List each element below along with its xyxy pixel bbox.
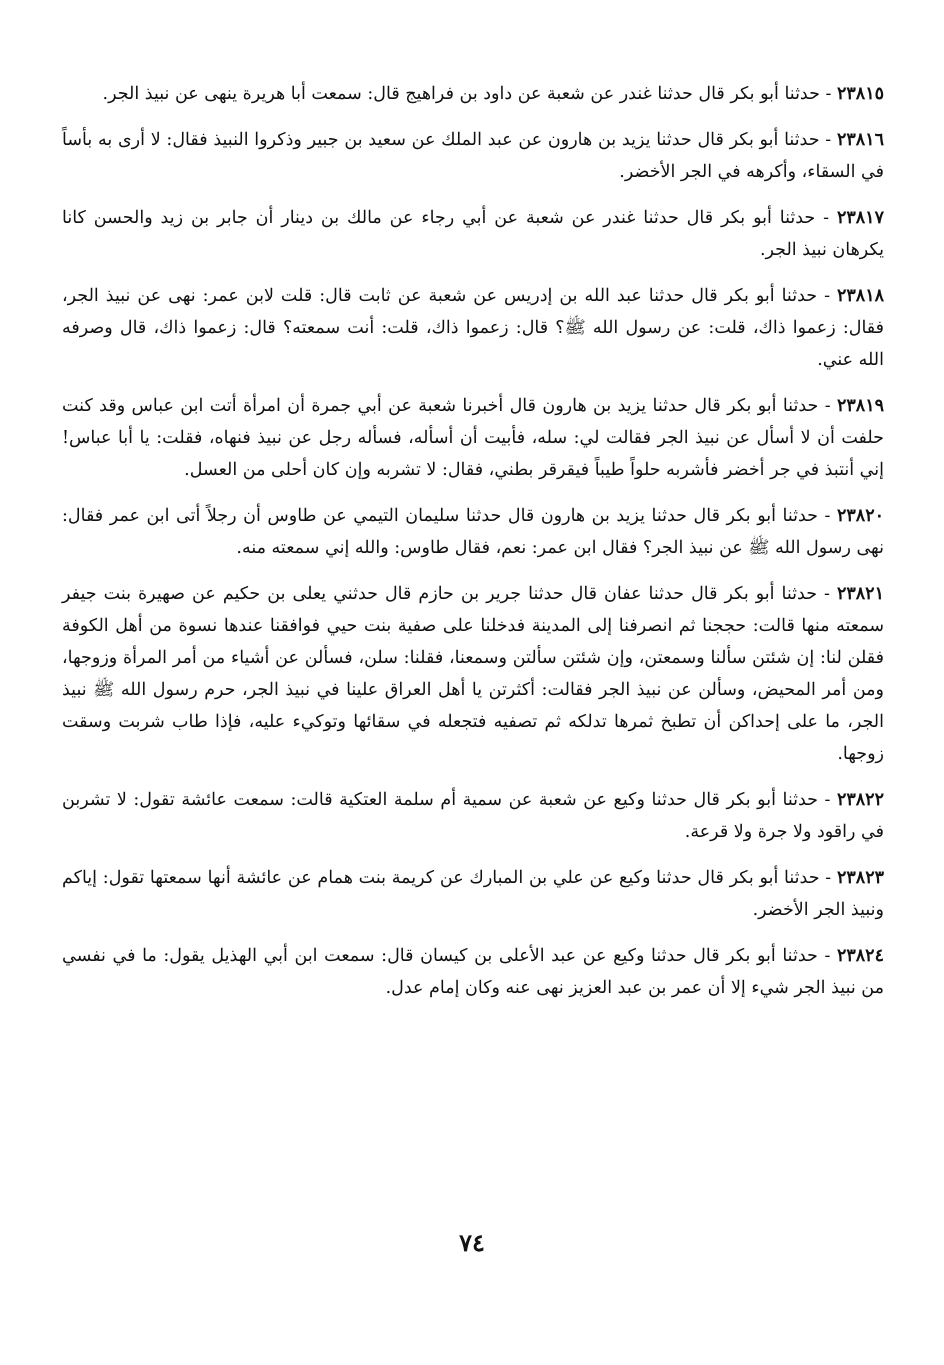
entry-23822	[62, 784, 884, 848]
entry-number: ٢٣٨١٩	[837, 396, 884, 416]
entry-number: ٢٣٨٢٤	[836, 946, 884, 966]
entry-23817	[62, 202, 884, 266]
entry-number: ٢٣٨٢٣	[837, 868, 884, 888]
entry-23823	[62, 862, 884, 926]
entry-23816	[62, 124, 884, 188]
entry-text: - حدثنا أبو بكر قال حدثنا وكيع عن شعبة عن سمية أم سلمة العتكية قالت: سمعت عائشة تقول: لا تشربن في راقود ولا جرة ولا قرعة.	[62, 790, 884, 842]
page-number: ٧٤	[459, 1228, 485, 1257]
entry-number: ٢٣٨١٦	[836, 130, 884, 150]
entry-23818	[62, 280, 884, 376]
entry-text: - حدثنا أبو بكر قال حدثنا عبد الله بن إدريس عن شعبة عن ثابت قال: قلت لابن عمر: نهى عن نبيذ الجر، فقال: زعموا ذاك، قلت: عن رسول الله ﷺ؟ قال: زعموا ذاك، قلت: أنت سمعته؟ قال: زعموا ذاك، قال وصرفه الله عني.	[62, 286, 884, 370]
entry-23824	[62, 940, 884, 1004]
entry-number: ٢٣٨١٥	[837, 84, 884, 104]
entry-23819	[62, 390, 884, 486]
entry-text: - حدثنا أبو بكر قال حدثنا غندر عن شعبة عن أبي رجاء عن مالك بن دينار أن جابر بن زيد والحسن كانا يكرهان نبيذ الجر.	[62, 208, 884, 260]
entry-number: ٢٣٨٢٠	[837, 506, 884, 526]
entry-text: - حدثنا أبو بكر قال حدثنا يزيد بن هارون عن عبد الملك عن سعيد بن جبير وذكروا النبيذ فقال: لا أرى به بأساً في السقاء، وأكرهه في الجر الأخضر.	[62, 130, 884, 182]
entry-number: ٢٣٨١٧	[836, 208, 884, 228]
entry-text: - حدثنا أبو بكر قال حدثنا وكيع عن عبد الأعلى بن كيسان قال: سمعت ابن أبي الهذيل يقول: ما في نفسي من نبيذ الجر شيء إلا أن عمر بن عبد العزيز نهى عنه وكان إمام عدل.	[62, 946, 884, 998]
entry-text: - حدثنا أبو بكر قال حدثنا يزيد بن هارون قال أخبرنا شعبة عن أبي جمرة أن امرأة أتت ابن عباس وقد كنت حلفت أن لا أسأل عن نبيذ الجر فقالت لي: سله، فأبيت أن أسأله، فسأله رجل عن نبيذ فنهاه، فقلت: يا أبا عباس! إني أنتبذ في جر أخضر فأشربه حلواً طيباً فيقرقر بطني، فقال: لا تشربه وإن كان أحلى من العسل.	[62, 396, 884, 480]
entry-text: - حدثنا أبو بكر قال حدثنا غندر عن شعبة عن داود بن فراهيج قال: سمعت أبا هريرة ينهى عن نبيذ الجر.	[102, 84, 832, 104]
entry-number: ٢٣٨٢١	[836, 584, 884, 604]
entry-number: ٢٣٨١٨	[837, 286, 884, 306]
entry-23820	[62, 500, 884, 564]
entry-text: - حدثنا أبو بكر قال حدثنا عفان قال حدثنا جرير بن حازم قال حدثني يعلى بن حكيم عن صهيرة بنت جيفر سمعته منها قالت: حججنا ثم انصرفنا إلى المدينة فدخلنا على صفية بنت حيي فوافقنا عندها نسوة من أهل الكوفة فقلن لنا: إن شئتن سألنا وسمعتن، وإن شئتن سألتن وسمعنا، فقلنا: سلن، فسألن عن أشياء من أمر المرأة وزوجها، ومن أمر المحيض، وسألن عن نبيذ الجر فقالت: أكثرتن يا أهل العراق علينا في نبيذ الجر، حرم رسول الله ﷺ نبيذ الجر، ما على إحداكن أن تطبخ ثمرها تدلكه ثم تصفيه فتجعله في سقائها وتوكيء عليه، فإذا طاب شربت وسقت زوجها.	[62, 584, 884, 764]
entry-text: - حدثنا أبو بكر قال حدثنا يزيد بن هارون قال حدثنا سليمان التيمي عن طاوس أن رجلاً أتى ابن عمر فقال: نهى رسول الله ﷺ عن نبيذ الجر؟ فقال ابن عمر: نعم، فقال طاوس: والله إني سمعته منه.	[62, 506, 884, 558]
entry-number: ٢٣٨٢٢	[836, 790, 884, 810]
page-body	[62, 78, 884, 1018]
entry-23821	[62, 578, 884, 770]
entry-23815	[62, 78, 884, 110]
entry-text: - حدثنا أبو بكر قال حدثنا وكيع عن علي بن المبارك عن كريمة بنت همام عن عائشة أنها سمعتها تقول: إياكم ونبيذ الجر الأخضر.	[62, 868, 884, 920]
